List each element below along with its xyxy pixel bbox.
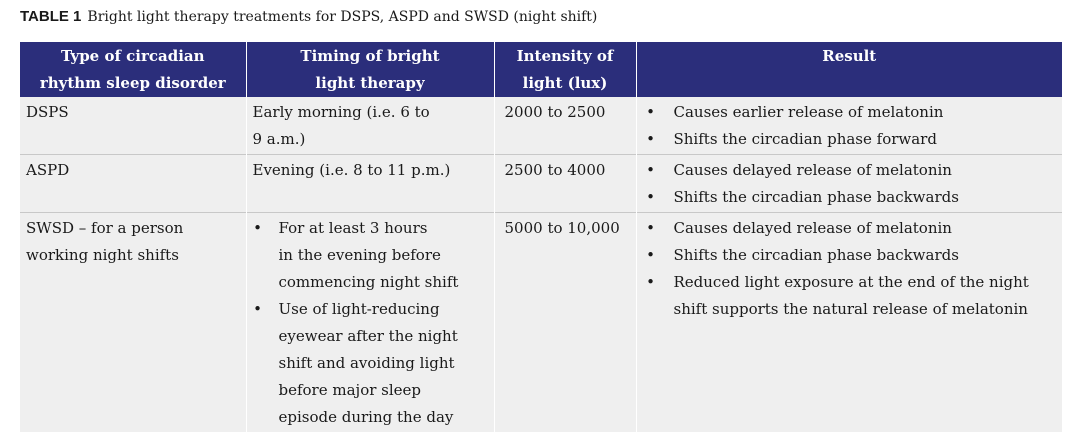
timing-cell: Early morning (i.e. 6 to 9 a.m.) (246, 97, 494, 155)
table-caption-label: TABLE 1 (20, 8, 82, 25)
result-cell (636, 97, 1062, 155)
result-item: • Shifts the circadian phase backwards (643, 242, 1057, 269)
table-row-dsps (20, 97, 1062, 155)
bullet-icon: • (253, 300, 262, 318)
timing-cell (246, 213, 494, 433)
timing-item: • For at least 3 hours in the evening before commencing night shift (253, 215, 488, 296)
table-caption-text: Bright light therapy treatments for DSPS, ASPD and SWSD (night shift) (87, 9, 598, 25)
header-timing: Timing of bright light therapy (246, 42, 494, 97)
result-item: • Shifts the circadian phase forward (643, 126, 1057, 153)
result-cell (636, 213, 1062, 433)
header-disorder-type: Type of circadian rhythm sleep disorder (20, 42, 246, 97)
timing-cell: Evening (i.e. 8 to 11 p.m.) (246, 155, 494, 213)
result-list (643, 99, 1057, 153)
bullet-icon: • (646, 130, 655, 148)
table-row-swsd (20, 213, 1062, 433)
therapy-table (20, 42, 1062, 432)
result-item: • Shifts the circadian phase backwards (643, 184, 1057, 211)
timing-list (253, 215, 488, 431)
bullet-icon: • (646, 246, 655, 264)
header-intensity: Intensity of light (lux) (494, 42, 636, 97)
table-header-row (20, 42, 1062, 97)
result-item: • Causes delayed release of melatonin (643, 215, 1057, 242)
result-item: • Causes earlier release of melatonin (643, 99, 1057, 126)
result-item: • Causes delayed release of melatonin (643, 157, 1057, 184)
bullet-icon: • (253, 219, 262, 237)
result-list (643, 215, 1057, 323)
result-cell (636, 155, 1062, 213)
disorder-cell: SWSD – for a person working night shifts (20, 213, 246, 433)
bullet-icon: • (646, 188, 655, 206)
result-item: • Reduced light exposure at the end of the night shift supports the natural release of melatonin (643, 269, 1057, 323)
intensity-cell: 5000 to 10,000 (494, 213, 636, 433)
timing-item: • Use of light-reducing eyewear after the night shift and avoiding light before major sleep episode during the day (253, 296, 488, 431)
intensity-cell: 2500 to 4000 (494, 155, 636, 213)
intensity-cell: 2000 to 2500 (494, 97, 636, 155)
bullet-icon: • (646, 219, 655, 237)
table-caption (20, 6, 597, 27)
bullet-icon: • (646, 273, 655, 291)
disorder-cell: ASPD (20, 155, 246, 213)
bullet-icon: • (646, 161, 655, 179)
bullet-icon: • (646, 103, 655, 121)
disorder-cell: DSPS (20, 97, 246, 155)
table-row-aspd (20, 155, 1062, 213)
header-result: Result (636, 42, 1062, 97)
result-list (643, 157, 1057, 211)
